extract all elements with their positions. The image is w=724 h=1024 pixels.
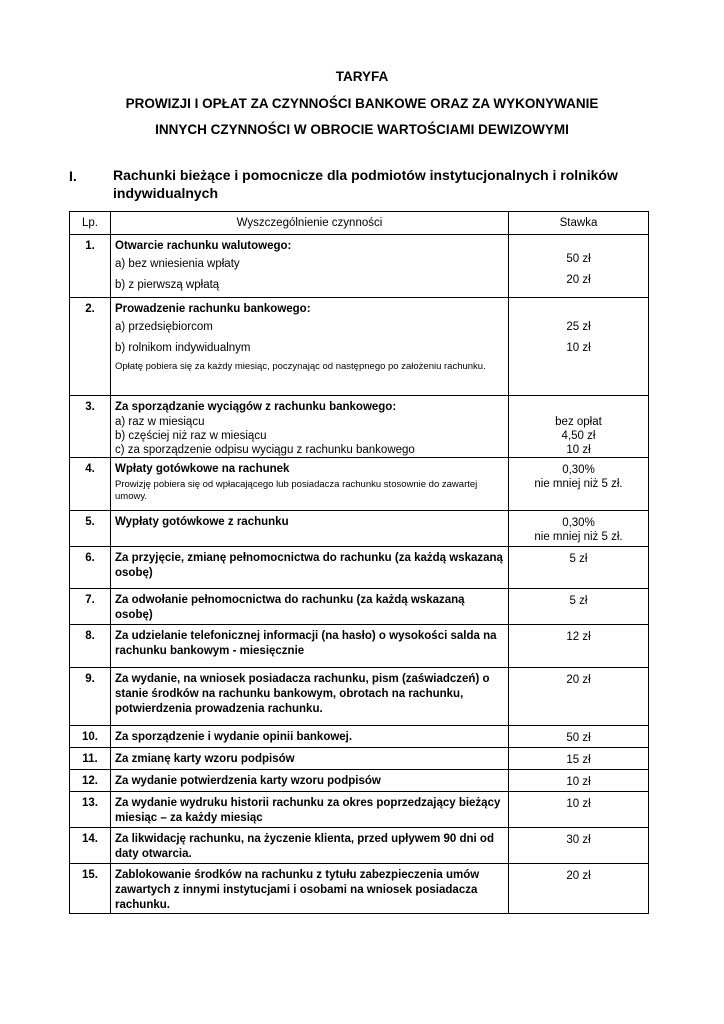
section-title: Rachunki bieżące i pomocnicze dla podmiotów instytucjonalnych i rolników indywidualnych [113, 167, 618, 201]
row-rate: nie mniej niż 5 zł. [534, 531, 623, 543]
row-rate: 5 zł [569, 595, 588, 607]
row-rate: bez opłat [555, 416, 602, 428]
table-row [70, 396, 649, 458]
row-title: Za przyjęcie, zmianę pełnomocnictwa do rachunku (za każdą wskazaną osobę) [115, 552, 503, 579]
row-number: 14. [82, 833, 98, 845]
row-rate: 5 zł [569, 553, 588, 565]
row-title: Za wydanie wydruku historii rachunku za okres poprzedzający bieżący miesiąc – za każdy miesiąc [115, 797, 501, 824]
row-note: Opłatę pobiera się za każdy miesiąc, poczynając od następnego po założeniu rachunku. [115, 361, 486, 372]
table-row [70, 625, 649, 668]
row-rate: 50 zł [566, 732, 591, 744]
tariff-table [69, 211, 649, 914]
row-number: 8. [85, 630, 95, 642]
row-number: 7. [85, 594, 95, 606]
row-number: 4. [85, 463, 95, 475]
row-title: Za udzielanie telefonicznej informacji (na hasło) o wysokości salda na rachunku bankowym - miesięcznie [115, 630, 497, 657]
table-row [70, 770, 649, 792]
row-title: Zablokowanie środków na rachunku z tytułu zabezpieczenia umów zawartych z innymi instytucjami i osobami na wniosek posiadacza rachunku. [115, 869, 480, 911]
table-row [70, 864, 649, 914]
table-row [70, 748, 649, 770]
row-number: 10. [82, 731, 98, 743]
row-title: Otwarcie rachunku walutowego: [115, 240, 292, 252]
table-row [70, 547, 649, 589]
row-rate: 10 zł [566, 776, 591, 788]
row-title: Wypłaty gotówkowe z rachunku [115, 516, 289, 528]
row-subitem: a) przedsiębiorcom [115, 321, 213, 333]
row-rate: 0,30% [562, 517, 595, 529]
row-subitem: a) bez wniesienia wpłaty [115, 258, 240, 270]
row-number: 3. [85, 401, 95, 413]
row-title: Za odwołanie pełnomocnictwa do rachunku (za każdą wskazaną osobę) [115, 594, 465, 621]
row-rate: 0,30% [562, 464, 595, 476]
row-rate: 20 zł [566, 274, 591, 286]
table-row [70, 726, 649, 748]
row-title: Za sporządzanie wyciągów z rachunku bankowego: [115, 401, 397, 413]
table-row [70, 511, 649, 547]
row-title: Za likwidację rachunku, na życzenie klienta, przed upływem 90 dni od daty otwarcia. [115, 833, 494, 860]
row-subitem: a) raz w miesiącu [115, 416, 205, 428]
column-header-description: Wyszczególnienie czynności [111, 212, 509, 235]
table-row [70, 235, 649, 298]
table-row [70, 828, 649, 864]
row-rate: 20 zł [566, 674, 591, 686]
row-number: 13. [82, 797, 98, 809]
column-header-rate: Stawka [509, 212, 649, 235]
row-title: Za wydanie potwierdzenia karty wzoru podpisów [115, 775, 381, 787]
table-row [70, 298, 649, 396]
row-rate: 50 zł [566, 253, 591, 265]
row-subitem: c) za sporządzenie odpisu wyciągu z rachunku bankowego [115, 444, 415, 456]
table-row [70, 668, 649, 726]
row-rate: 12 zł [566, 631, 591, 643]
row-rate: 10 zł [566, 798, 591, 810]
row-rate: 15 zł [566, 754, 591, 766]
row-rate: 25 zł [566, 321, 591, 333]
column-header-lp: Lp. [70, 212, 111, 235]
row-number: 15. [82, 869, 98, 881]
row-rate: 30 zł [566, 834, 591, 846]
row-number: 6. [85, 552, 95, 564]
row-number: 9. [85, 673, 95, 685]
row-number: 11. [82, 753, 98, 765]
document-subtitle-line-1: PROWIZJI I OPŁAT ZA CZYNNOŚCI BANKOWE ORAZ ZA WYKONYWANIE [125, 96, 599, 111]
row-number: 2. [85, 303, 95, 315]
row-title: Za sporządzenie i wydanie opinii bankowej. [115, 731, 353, 743]
row-title: Za wydanie, na wniosek posiadacza rachunku, pism (zaświadczeń) o stanie środków na rachunku bankowym, obrotach na rachunku, potwierdzenia prowadzenia rachunku. [115, 673, 490, 715]
row-number: 1. [85, 240, 95, 252]
row-title: Prowadzenie rachunku bankowego: [115, 303, 311, 315]
document-subtitle-line-2: INNYCH CZYNNOŚCI W OBROCIE WARTOŚCIAMI DEWIZOWYMI [155, 122, 569, 137]
table-row [70, 458, 649, 511]
row-rate: 10 zł [566, 444, 591, 456]
row-rate: 4,50 zł [561, 430, 596, 442]
table-row [70, 792, 649, 828]
row-subitem: b) częściej niż raz w miesiącu [115, 430, 267, 442]
row-number: 12. [82, 775, 98, 787]
table-header-row [70, 212, 649, 235]
row-subitem: b) z pierwszą wpłatą [115, 279, 220, 291]
row-rate: 20 zł [566, 870, 591, 882]
row-title: Za zmianę karty wzoru podpisów [115, 753, 295, 765]
row-title: Wpłaty gotówkowe na rachunek [115, 463, 290, 475]
row-subitem: b) rolnikom indywidualnym [115, 342, 251, 354]
section-number: I. [69, 168, 77, 184]
row-rate: nie mniej niż 5 zł. [534, 478, 623, 490]
table-row [70, 589, 649, 625]
document-title: TARYFA [335, 69, 389, 84]
row-number: 5. [85, 516, 95, 528]
row-note: Prowizję pobiera się od wpłacającego lub posiadacza rachunku stosownie do zawartej umowy. [115, 479, 478, 502]
row-rate: 10 zł [566, 342, 591, 354]
